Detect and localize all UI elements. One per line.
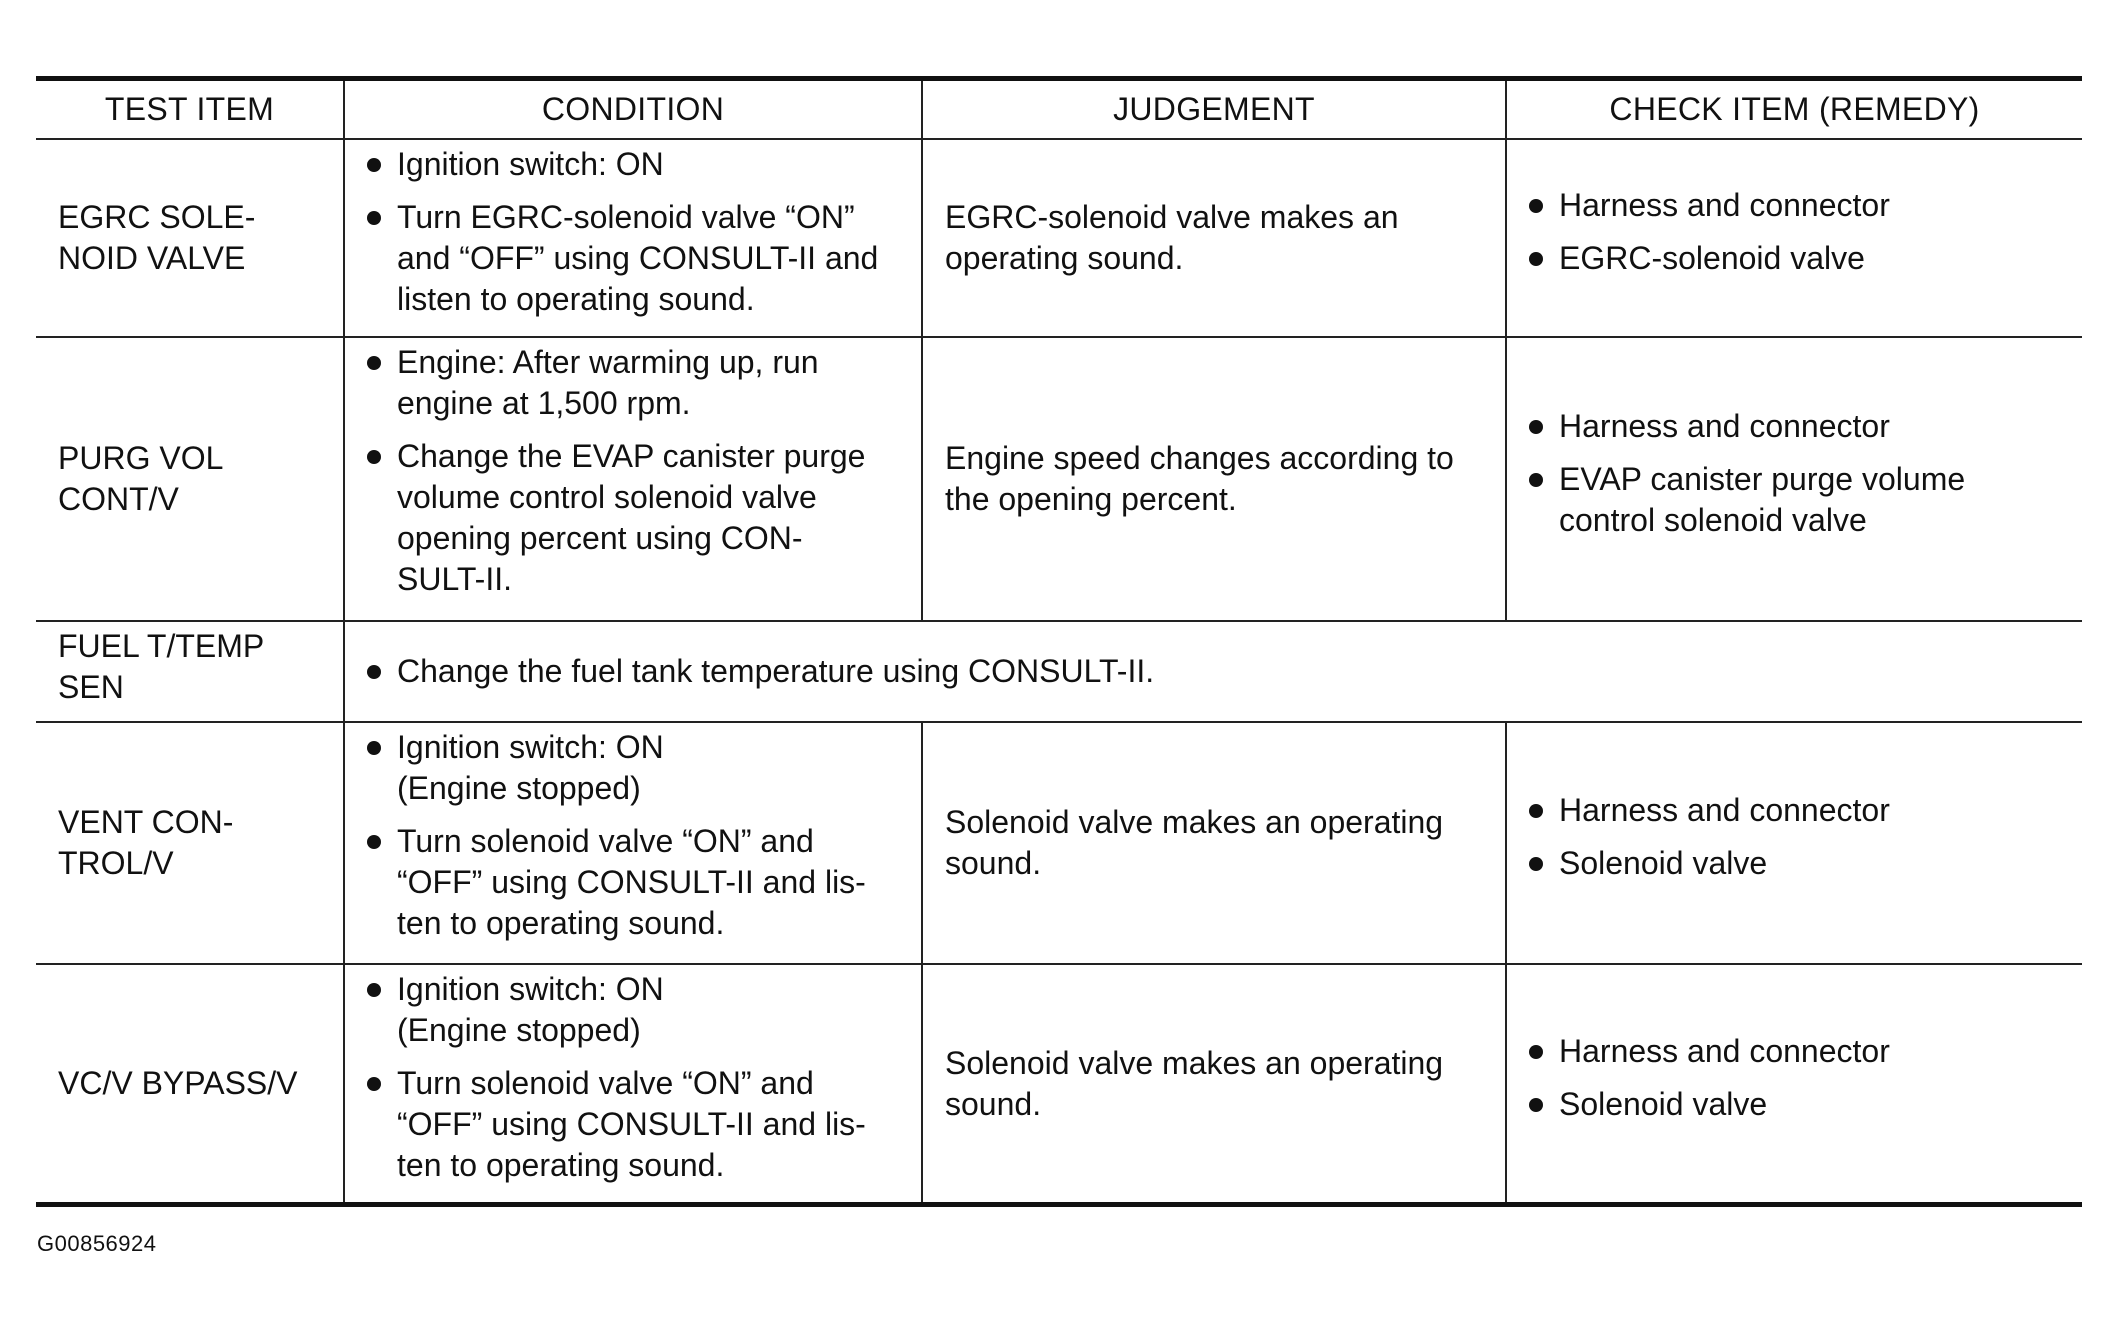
bullet-icon [1529,420,1543,434]
bullet-item [1529,1084,2070,1125]
bullet-item [367,821,909,944]
row-egrc-test-item [36,140,345,338]
bullet-text: Turn solenoid valve “ON” and “OFF” using CONSULT-II and lis- ten to operating sound. [397,823,866,941]
bullet-text: EVAP canister purge volume control solenoid valve [1559,460,1966,538]
bullet-text: Ignition switch: ON (Engine stopped) [397,729,664,806]
bullet-item [367,342,909,424]
test-item-text: EGRC SOLE- NOID VALVE [58,199,256,276]
active-test-table [36,76,2082,1207]
test-item-text: PURG VOL CONT/V [58,440,224,517]
bullet-item [367,651,1154,692]
bullet-icon [367,211,381,225]
bullet-item [1529,238,2070,279]
bullet-icon [1529,1098,1543,1112]
bullet-text: Turn EGRC-solenoid valve “ON” and “OFF” using CONSULT-II and listen to operating sound. [397,199,879,317]
header-condition-label: CONDITION [541,91,725,127]
bullet-text: Change the fuel tank temperature using CONSULT-II. [397,653,1155,689]
header-test-item [36,81,345,140]
bullet-text: Turn solenoid valve “ON” and “OFF” using CONSULT-II and lis- ten to operating sound. [397,1065,866,1183]
header-test-item-label: TEST ITEM [104,91,275,127]
row-vcv-judgement [923,965,1507,1202]
bullet-icon [367,665,381,679]
row-vcv-check-item [1507,965,2082,1202]
row-vcv-condition [345,965,923,1202]
row-purg-condition [345,338,923,622]
bullet-text: Ignition switch: ON [397,146,664,182]
row-purg-check-item [1507,338,2082,622]
bullet-item [1529,1031,2070,1072]
row-egrc-condition [345,140,923,338]
judgement-text: EGRC-solenoid valve makes an operating sound. [945,199,1399,276]
test-item-text: VENT CON- TROL/V [58,804,234,881]
bullet-icon [1529,473,1543,487]
bullet-icon [1529,857,1543,871]
bullet-item [1529,843,2070,884]
bullet-item [367,727,909,809]
bullet-item [1529,185,2070,226]
row-vent-check-item [1507,723,2082,965]
row-purg-judgement [923,338,1507,622]
bullet-text: Harness and connector [1559,407,1890,444]
row-vent-condition [345,723,923,965]
header-judgement-label: JUDGEMENT [1113,91,1315,127]
bullet-icon [1529,199,1543,213]
bullet-text: Ignition switch: ON (Engine stopped) [397,971,664,1048]
bullet-icon [367,356,381,370]
bullet-item [1529,406,2070,447]
test-item-text: VC/V BYPASS/V [58,1065,298,1101]
row-fuel-test-item [36,622,345,723]
bullet-icon [1529,804,1543,818]
bullet-icon [367,1077,381,1091]
bullet-item [367,436,909,600]
row-vcv-test-item [36,965,345,1202]
bullet-item [1529,459,2070,541]
bullet-icon [367,741,381,755]
row-purg-test-item [36,338,345,622]
figure-id: G00856924 [37,1231,157,1256]
bullet-item [367,197,909,320]
row-vent-judgement [923,723,1507,965]
bullet-icon [367,450,381,464]
test-item-text: FUEL T/TEMP SEN [58,628,265,705]
header-judgement [923,81,1507,140]
header-condition [345,81,923,140]
row-egrc-judgement [923,140,1507,338]
row-fuel-condition-span [345,622,2082,723]
bullet-text: EGRC-solenoid valve [1559,240,1865,276]
judgement-text: Solenoid valve makes an operating sound. [945,804,1444,881]
bullet-item [367,969,909,1051]
header-check-item-label: CHECK ITEM (REMEDY) [1609,91,1980,127]
header-check-item [1507,81,2082,140]
bullet-icon [1529,252,1543,266]
row-egrc-check-item [1507,140,2082,338]
bullet-item [1529,790,2070,831]
bullet-icon [1529,1045,1543,1059]
bullet-text: Harness and connector [1559,792,1890,828]
judgement-text: Engine speed changes according to the opening percent. [945,440,1454,517]
row-vent-test-item [36,723,345,965]
bullet-item [367,1063,909,1186]
bullet-text: Engine: After warming up, run engine at 1,500 rpm. [397,344,819,421]
bullet-icon [367,835,381,849]
bullet-icon [367,158,381,172]
bullet-text: Change the EVAP canister purge volume control solenoid valve opening percent using CON- SULT-II. [397,438,866,597]
bullet-item [367,144,909,185]
bullet-text: Harness and connector [1559,1032,1890,1069]
judgement-text: Solenoid valve makes an operating sound. [945,1044,1444,1122]
bullet-text: Solenoid valve [1559,845,1768,881]
bullet-icon [367,983,381,997]
bullet-text: Solenoid valve [1559,1085,1768,1122]
bullet-text: Harness and connector [1559,187,1890,223]
